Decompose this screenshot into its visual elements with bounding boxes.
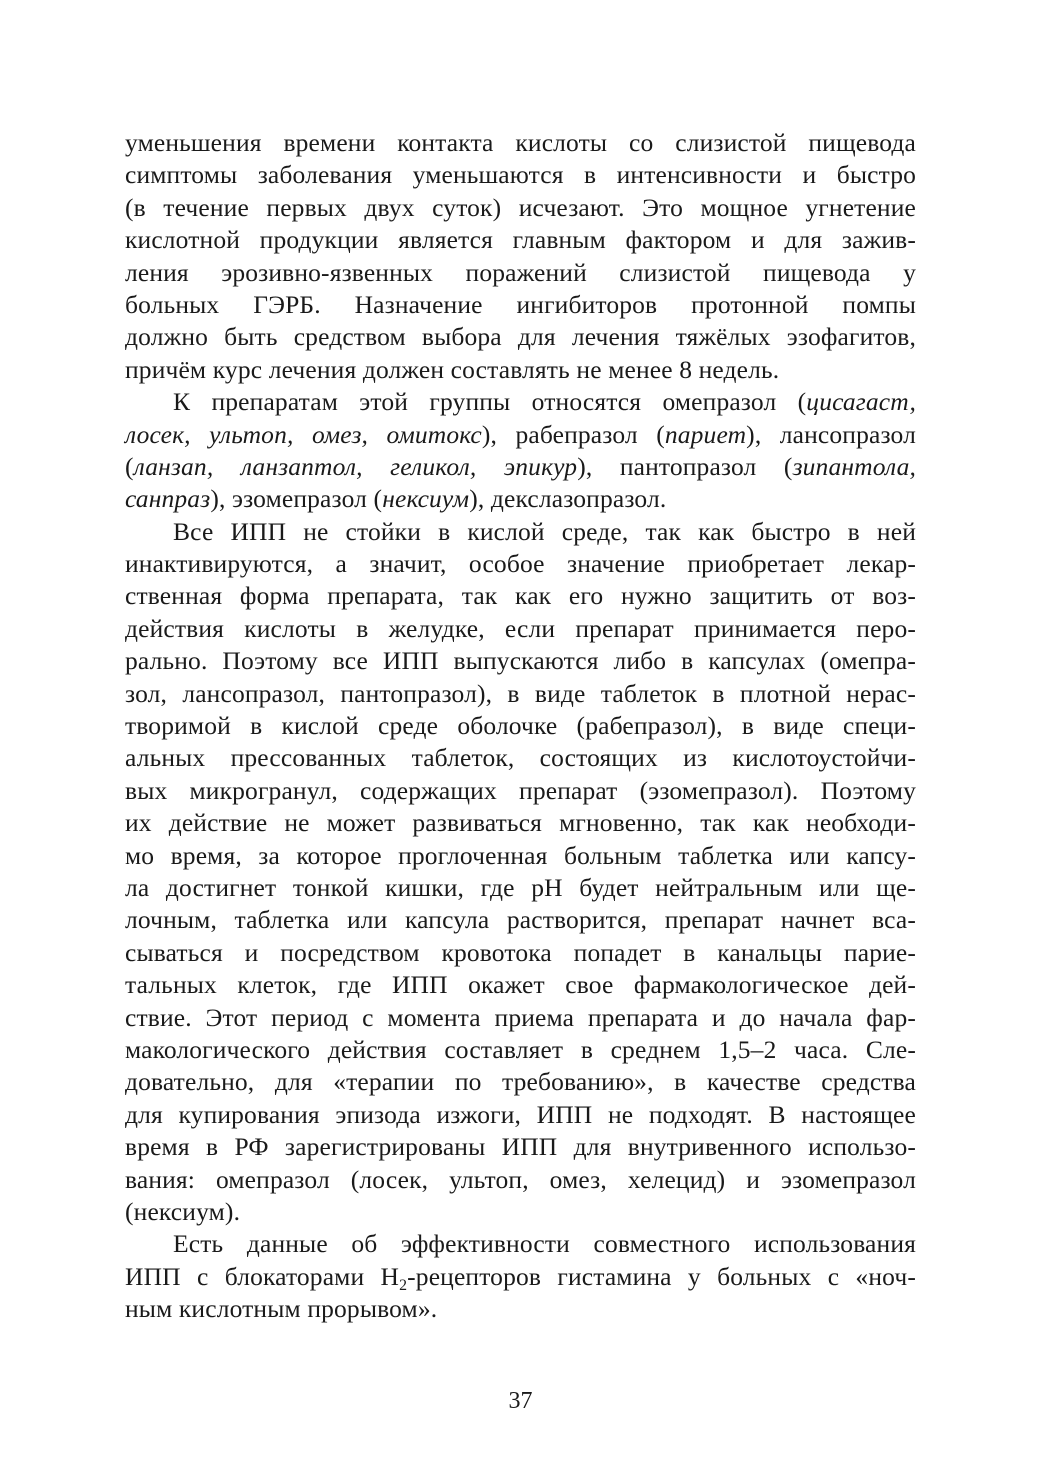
text-segment: действия кислоты в желудке, если препарат принимается перо- [125, 613, 916, 643]
subscript: 2 [399, 1277, 408, 1295]
text-segment: кислотной продукции является главным фактором и для зажив- [125, 225, 916, 255]
text-line [125, 969, 916, 1001]
text-line [125, 321, 916, 353]
text-line [125, 224, 916, 256]
italic-text: нексиум [382, 484, 470, 514]
text-segment: ), декслазопразол. [469, 484, 667, 514]
text-line [125, 1034, 916, 1066]
text-line [125, 419, 916, 451]
text-line [125, 678, 916, 710]
text-line [125, 1164, 916, 1196]
text-segment: их действие не может развиваться мгновенно, так как необходи- [125, 808, 916, 838]
text-line [125, 386, 916, 418]
text-segment: сываться и посредством кровотока попадет в канальцы парие- [125, 937, 916, 967]
text-line [125, 580, 916, 612]
text-segment: К препаратам этой группы относятся омепразол ( [173, 387, 807, 417]
text-line [125, 483, 916, 515]
text-line [125, 807, 916, 839]
text-line [125, 289, 916, 321]
text-segment: творимой в кислой среде оболочке (рабепразол), в виде специ- [125, 711, 916, 741]
text-segment: причём курс лечения должен составлять не менее 8 недель. [125, 354, 780, 384]
text-segment: макологического действия составляет в среднем 1,5–2 часа. Сле- [125, 1034, 916, 1064]
text-segment: ), эзомепразол ( [210, 484, 383, 514]
text-segment: (в течение первых двух суток) исчезают. Это мощное угнетение [125, 192, 916, 222]
text-line [125, 451, 916, 483]
text-line [125, 257, 916, 289]
text-segment: вания: омепразол (лосек, ультоп, омез, хелецид) и эзомепразол [125, 1164, 916, 1194]
text-segment: ления эрозивно-язвенных поражений слизистой пищевода у [125, 257, 916, 287]
text-line [125, 872, 916, 904]
italic-text: цисагаст, [806, 387, 916, 417]
text-line [125, 1196, 916, 1228]
text-segment: ), рабепразол ( [481, 419, 665, 449]
text-segment: лочным, таблетка или капсула растворится, препарат начнет вса- [125, 905, 916, 935]
text-segment: ( [125, 451, 134, 481]
text-segment: мо время, за которое проглоченная больным таблетка или капсу- [125, 840, 916, 870]
italic-text: зипантола, [792, 451, 916, 481]
text-line [125, 1002, 916, 1034]
text-segment: симптомы заболевания уменьшаются в интенсивности и быстро [125, 160, 916, 190]
text-line [125, 1261, 916, 1293]
text-segment: инактивируются, а значит, особое значение приобретает лекар- [125, 549, 916, 579]
text-segment: ствие. Этот период с момента приема препарата и до начала фар- [125, 1002, 916, 1032]
text-segment: ла достигнет тонкой кишки, где pH будет нейтральным или ще- [125, 872, 916, 902]
text-segment: Все ИПП не стойки в кислой среде, так как быстро в ней [173, 516, 916, 546]
text-line [125, 516, 916, 548]
text-line [125, 548, 916, 580]
text-segment: ственная форма препарата, так как его нужно защитить от воз- [125, 581, 916, 611]
text-segment: ИПП с блокаторами Н [125, 1261, 400, 1291]
text-line [125, 840, 916, 872]
text-line [125, 159, 916, 191]
text-segment: альных прессованных таблеток, состоящих из кислотоустойчи- [125, 743, 916, 773]
page-number: 37 [508, 1388, 533, 1414]
text-line [125, 937, 916, 969]
text-segment: -рецепторов гистамина у больных с «ноч- [407, 1261, 916, 1291]
text-line [125, 1131, 916, 1163]
text-segment: довательно, для «терапии по требованию», в качестве средства [125, 1067, 916, 1097]
text-line [125, 1066, 916, 1098]
text-segment: больных ГЭРБ. Назначение ингибиторов протонной помпы [125, 289, 916, 319]
text-segment: рально. Поэтому все ИПП выпускаются либо в капсулах (омепра- [125, 646, 916, 676]
italic-text: санпраз [125, 484, 211, 514]
text-line [125, 1228, 916, 1260]
italic-text: париет [664, 419, 747, 449]
italic-text: лосек, ультоп, омез, омитокс [125, 419, 482, 449]
text-line [125, 775, 916, 807]
text-segment: уменьшения времени контакта кислоты со слизистой пищевода [125, 128, 916, 157]
text-segment: ), пантопразол ( [577, 451, 793, 481]
text-segment: время в РФ зарегистрированы ИПП для внутривенного использо- [125, 1132, 916, 1162]
text-segment: ), лансопразол [746, 419, 916, 449]
text-line [125, 354, 916, 386]
italic-text: ланзап, ланзаптол, геликол, эпикур [133, 451, 578, 481]
text-segment: Есть данные об эффективности совместного использования [173, 1229, 916, 1259]
text-segment: вых микрогранул, содержащих препарат (эзомепразол). Поэтому [125, 775, 916, 805]
text-line [125, 645, 916, 677]
text-line [125, 1099, 916, 1131]
text-line [125, 1293, 916, 1325]
text-segment: тальных клеток, где ИПП окажет свое фармакологическое дей- [125, 970, 916, 1000]
text-line [125, 904, 916, 936]
text-segment: для купирования эпизода изжоги, ИПП не подходят. В настоящее [125, 1099, 916, 1129]
text-line [125, 613, 916, 645]
text-segment: (нексиум). [125, 1196, 241, 1226]
text-line [125, 192, 916, 224]
text-segment: ным кислотным прорывом». [125, 1294, 438, 1324]
text-line [125, 127, 916, 159]
text-segment: должно быть средством выбора для лечения тяжёлых эзофагитов, [125, 322, 916, 352]
text-segment: зол, лансопразол, пантопразол), в виде таблеток в плотной нерас- [125, 678, 916, 708]
text-line [125, 742, 916, 774]
text-line [125, 710, 916, 742]
body-text [125, 127, 916, 1325]
